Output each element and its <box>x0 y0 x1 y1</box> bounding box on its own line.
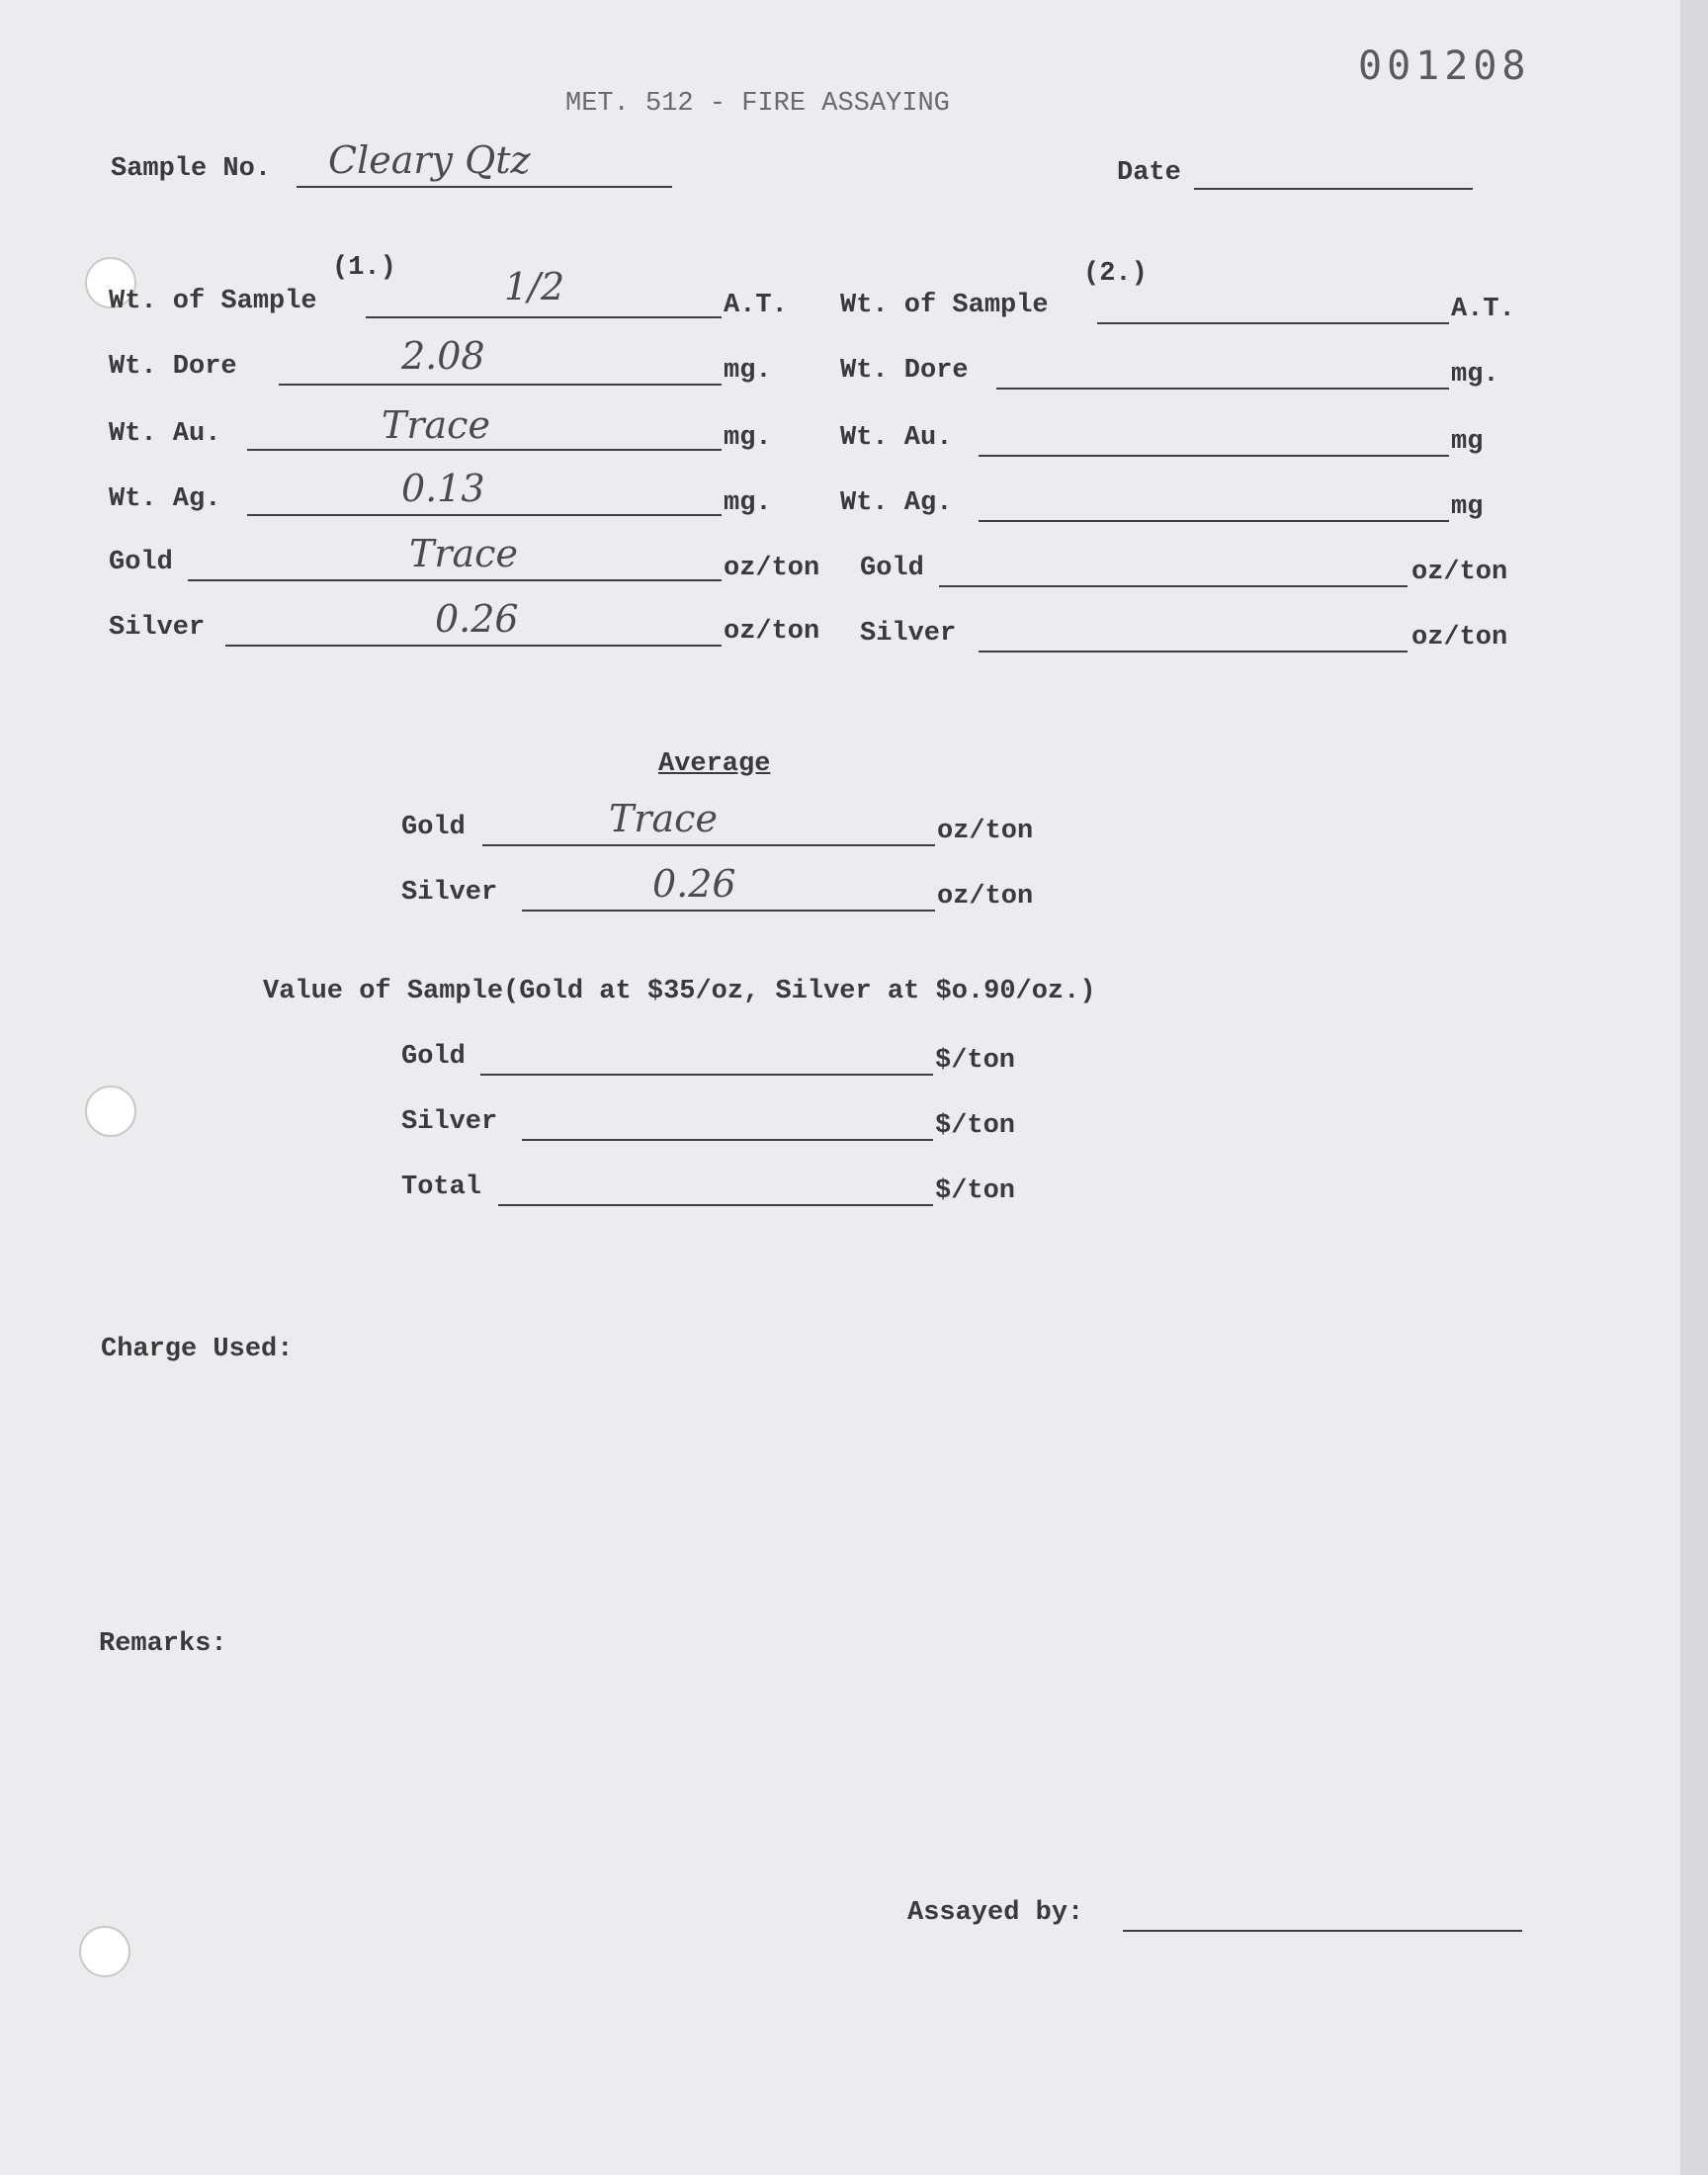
field-line-col1[interactable] <box>188 579 722 581</box>
row-label-col1: Silver <box>109 613 206 643</box>
row-label-col2: Wt. Au. <box>840 423 953 453</box>
row-unit-col1: oz/ton <box>724 554 820 583</box>
serial-number: 001208 <box>1358 44 1531 89</box>
remarks-label: Remarks: <box>99 1629 227 1659</box>
average-gold-value[interactable]: Trace <box>609 797 718 840</box>
form-title: MET. 512 - FIRE ASSAYING <box>565 89 950 119</box>
average-silver-unit: oz/ton <box>937 882 1034 912</box>
value-total-unit: $/ton <box>935 1176 1016 1206</box>
average-silver-line[interactable] <box>522 910 935 912</box>
value-gold-label: Gold <box>401 1042 466 1072</box>
value-silver-unit: $/ton <box>935 1111 1016 1141</box>
field-line-col2[interactable] <box>979 520 1449 522</box>
field-line-col1[interactable] <box>279 384 722 386</box>
field-line-col2[interactable] <box>996 388 1449 390</box>
row-unit-col2: mg <box>1451 427 1484 457</box>
value-of-sample-heading: Value of Sample(Gold at $35/oz, Silver at $o.90/oz.) <box>263 977 1096 1006</box>
row-unit-col1: oz/ton <box>724 617 820 647</box>
value-gold-line[interactable] <box>480 1074 933 1076</box>
field-line-col2[interactable] <box>979 651 1408 652</box>
row-label-col1: Wt. Dore <box>109 352 237 382</box>
value-silver-label: Silver <box>401 1107 498 1137</box>
field-line-col2[interactable] <box>979 455 1449 457</box>
row-unit-col1: mg. <box>724 356 772 386</box>
row-unit-col2: oz/ton <box>1411 623 1508 652</box>
sample-no-value[interactable]: Cleary Qtz <box>328 138 531 182</box>
assayed-by-line[interactable] <box>1123 1930 1522 1932</box>
row-unit-col1: mg. <box>724 423 772 453</box>
row-label-col2: Gold <box>860 554 924 583</box>
average-heading: Average <box>658 749 771 779</box>
field-value-col1[interactable]: 0.13 <box>401 467 485 510</box>
column-1-label: (1.) <box>332 253 396 283</box>
field-value-col1[interactable]: 1/2 <box>504 265 565 308</box>
sample-no-line <box>297 186 672 188</box>
row-label-col1: Gold <box>109 548 173 577</box>
binder-hole-bottom <box>79 1926 130 1977</box>
binder-hole-middle <box>85 1086 136 1137</box>
row-label-col2: Wt. Dore <box>840 356 969 386</box>
field-value-col1[interactable]: 2.08 <box>401 334 485 378</box>
row-unit-col2: oz/ton <box>1411 558 1508 587</box>
row-label-col1: Wt. Au. <box>109 419 221 449</box>
row-label-col1: Wt. Ag. <box>109 484 221 514</box>
row-unit-col2: A.T. <box>1451 295 1515 324</box>
row-unit-col2: mg <box>1451 492 1484 522</box>
value-total-label: Total <box>401 1173 482 1202</box>
date-line[interactable] <box>1194 188 1473 190</box>
charge-used-label: Charge Used: <box>101 1335 294 1364</box>
average-silver-label: Silver <box>401 878 498 908</box>
average-gold-line[interactable] <box>482 844 935 846</box>
field-line-col2[interactable] <box>939 585 1408 587</box>
date-label: Date <box>1117 158 1181 188</box>
field-value-col1[interactable]: 0.26 <box>435 597 519 641</box>
field-line-col1[interactable] <box>225 645 722 647</box>
column-2-label: (2.) <box>1083 259 1148 289</box>
row-label-col2: Wt. of Sample <box>840 291 1049 320</box>
value-total-line[interactable] <box>498 1204 933 1206</box>
field-value-col1[interactable]: Trace <box>382 403 490 447</box>
field-line-col2[interactable] <box>1097 322 1449 324</box>
value-silver-line[interactable] <box>522 1139 933 1141</box>
row-unit-col1: mg. <box>724 488 772 518</box>
row-label-col2: Silver <box>860 619 957 649</box>
row-label-col2: Wt. Ag. <box>840 488 953 518</box>
field-line-col1[interactable] <box>247 449 722 451</box>
average-gold-label: Gold <box>401 813 466 842</box>
value-gold-unit: $/ton <box>935 1046 1016 1076</box>
average-silver-value[interactable]: 0.26 <box>652 862 736 906</box>
average-gold-unit: oz/ton <box>937 817 1034 846</box>
field-line-col1[interactable] <box>247 514 722 516</box>
row-unit-col1: A.T. <box>724 291 788 320</box>
field-line-col1[interactable] <box>366 316 722 318</box>
sample-no-label: Sample No. <box>111 154 272 184</box>
assayed-by-label: Assayed by: <box>907 1898 1084 1928</box>
field-value-col1[interactable]: Trace <box>409 532 518 575</box>
row-unit-col2: mg. <box>1451 360 1499 390</box>
row-label-col1: Wt. of Sample <box>109 287 317 316</box>
